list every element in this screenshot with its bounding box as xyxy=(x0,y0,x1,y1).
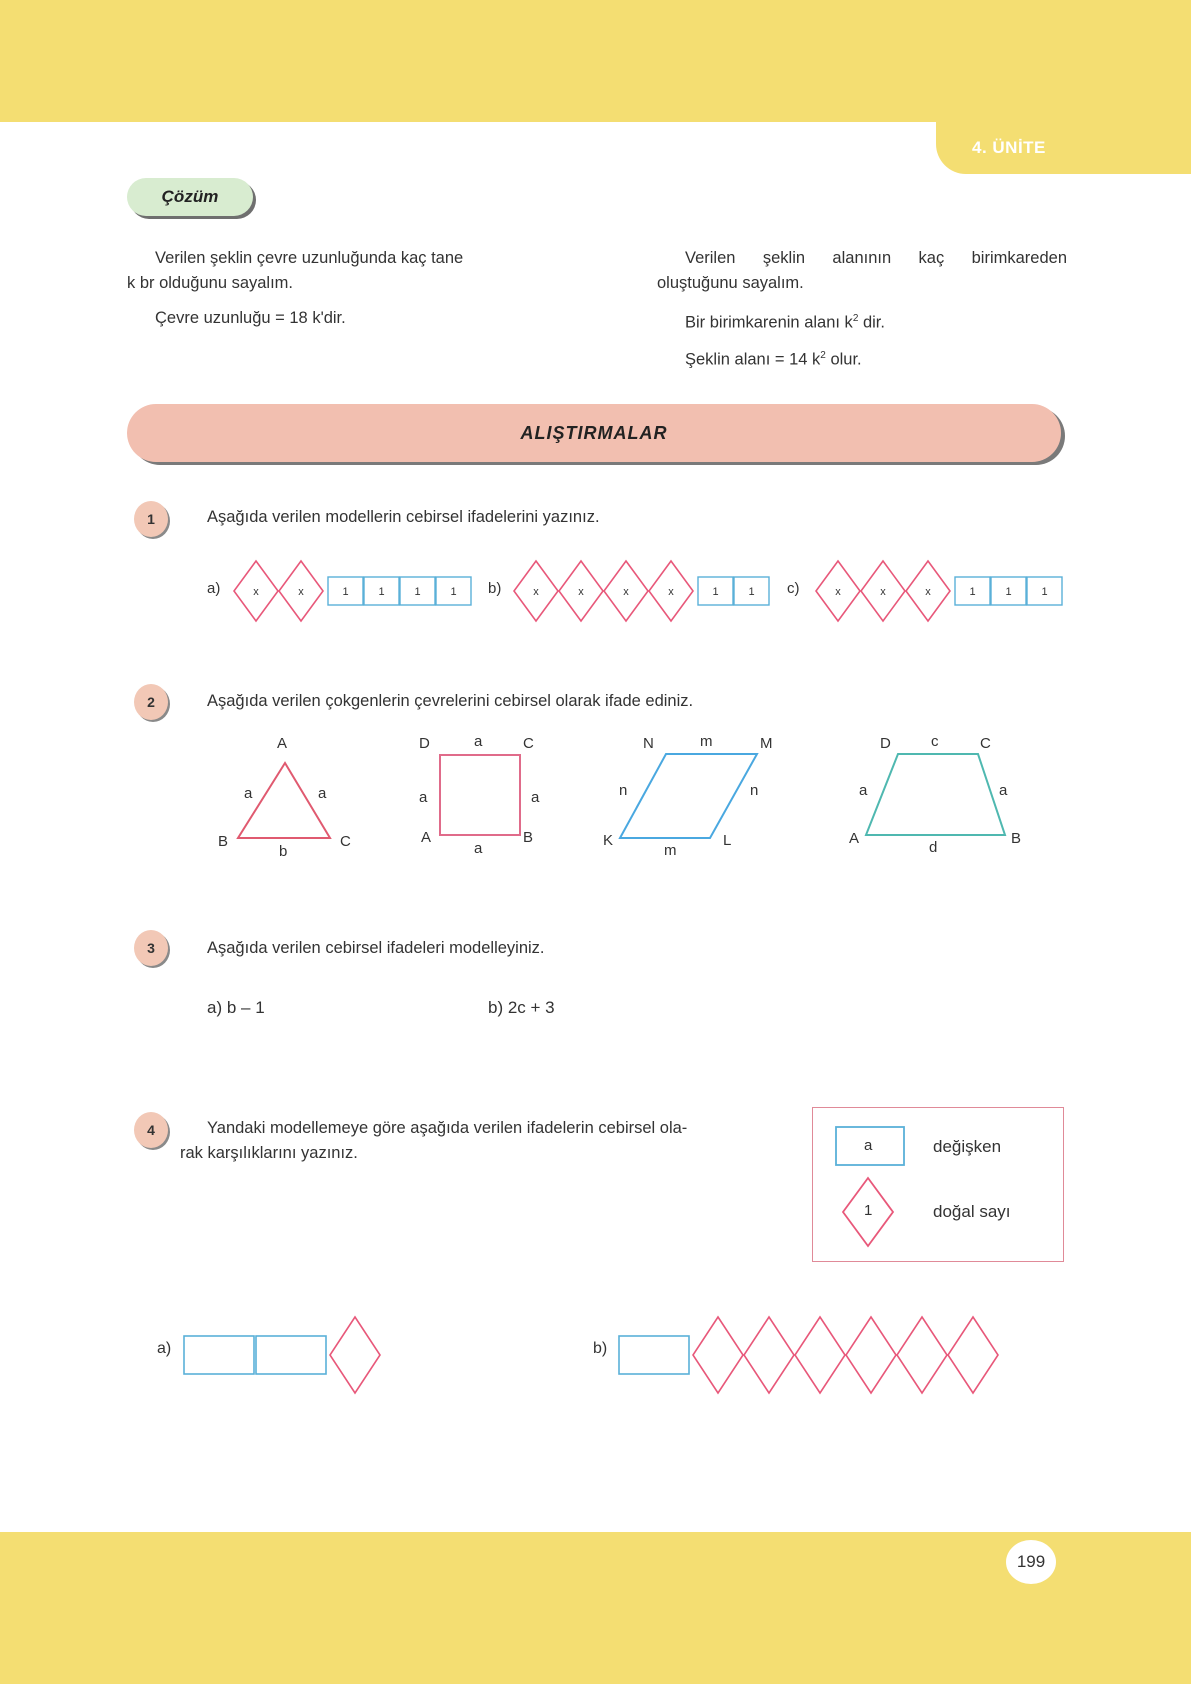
tri-vertex-b: B xyxy=(218,833,229,850)
ex4-variable-box xyxy=(619,1336,689,1374)
ex3-a: a) b – 1 xyxy=(207,998,265,1017)
tri-vertex-c: C xyxy=(340,833,351,850)
par-vertex-m: M xyxy=(760,735,773,752)
sq-vertex-b: B xyxy=(523,829,534,846)
x-diamond-label: x xyxy=(835,586,841,598)
sq-side-bottom: a xyxy=(474,840,483,857)
exercise-3-text: Aşağıda verilen cebirsel ifadeleri modelleyiniz. xyxy=(207,939,545,957)
par-vertex-l: L xyxy=(723,832,732,849)
solution-right-line1: Verilen şeklin alanının kaç birimkareden xyxy=(685,249,1067,267)
unit-box-label: 1 xyxy=(342,586,349,598)
trap-vertex-a: A xyxy=(849,830,860,847)
ex3-b: b) 2c + 3 xyxy=(488,998,555,1017)
solution-left-line1: Verilen şeklin çevre uzunluğunda kaç tane xyxy=(155,249,464,267)
unit-box-label: 1 xyxy=(712,586,719,598)
par-side-bottom: m xyxy=(664,842,677,859)
exercise-2-text: Aşağıda verilen çokgenlerin çevrelerini cebirsel olarak ifade ediniz. xyxy=(207,692,694,710)
solution-left-result: Çevre uzunluğu = 18 k'dir. xyxy=(155,309,346,327)
ex1-c-label: c) xyxy=(787,580,800,597)
unit-box-label: 1 xyxy=(969,586,976,598)
tri-side-left: a xyxy=(244,785,253,802)
trap-side-right: a xyxy=(999,782,1008,799)
exercise-number-1: 1 xyxy=(134,501,168,537)
trap-side-bottom: d xyxy=(929,839,938,856)
sq-side-top: a xyxy=(474,733,483,750)
x-diamond-label: x xyxy=(668,586,674,598)
exercise-number-2: 2 xyxy=(134,684,168,720)
x-diamond-label: x xyxy=(533,586,539,598)
sq-side-right: a xyxy=(531,789,540,806)
ex4-b-label: b) xyxy=(593,1340,608,1357)
solution-right-unit-area: Bir birimkarenin alanı $k^2$ dir. xyxy=(685,313,885,332)
ex4-variable-box xyxy=(256,1336,326,1374)
par-side-right: n xyxy=(750,782,759,799)
x-diamond-label: x xyxy=(623,586,629,598)
ex4-natural-diamond xyxy=(795,1317,845,1393)
ex4-a-label: a) xyxy=(157,1340,172,1357)
tri-side-right: a xyxy=(318,785,327,802)
exercise-number-4: 4 xyxy=(134,1112,168,1148)
solution-label: Çözüm xyxy=(127,178,253,216)
exercises-banner: ALIŞTIRMALAR xyxy=(127,404,1061,462)
ex4-variable-box xyxy=(184,1336,254,1374)
ex1-a-label: a) xyxy=(207,580,221,597)
exercise-4-line1: Yandaki modellemeye göre aşağıda verilen ifadelerin cebirsel ola- xyxy=(207,1119,688,1137)
exercise-number-3: 3 xyxy=(134,930,168,966)
unit-box-label: 1 xyxy=(378,586,385,598)
exercise-1-text: Aşağıda verilen modellerin cebirsel ifadelerini yazınız. xyxy=(207,508,600,526)
solution-right-area: Şeklin alanı = 14 $k^2$ olur. xyxy=(685,349,862,368)
ex1-b-label: b) xyxy=(488,580,502,597)
unit-box-label: 1 xyxy=(414,586,421,598)
unit-box-label: 1 xyxy=(1041,586,1048,598)
trap-side-top: c xyxy=(931,733,939,750)
legend-natural-symbol: 1 xyxy=(864,1202,873,1219)
legend-variable-symbol: a xyxy=(864,1137,873,1154)
x-diamond-label: x xyxy=(578,586,584,598)
x-diamond-label: x xyxy=(925,586,931,598)
unit-box-label: 1 xyxy=(748,586,755,598)
trap-vertex-c: C xyxy=(980,735,991,752)
unit-box-label: 1 xyxy=(1005,586,1012,598)
x-diamond-label: x xyxy=(253,586,259,598)
sq-vertex-c: C xyxy=(523,735,534,752)
par-vertex-n: N xyxy=(643,735,654,752)
unit-box-label: 1 xyxy=(450,586,457,598)
par-side-top: m xyxy=(700,733,713,750)
ex4-natural-diamond xyxy=(693,1317,743,1393)
par-side-left: n xyxy=(619,782,628,799)
ex4-natural-diamond xyxy=(948,1317,998,1393)
trap-vertex-b: B xyxy=(1011,830,1022,847)
tri-side-bottom: b xyxy=(279,843,288,860)
ex4-natural-diamond xyxy=(846,1317,896,1393)
unit-label: 4. ÜNİTE xyxy=(972,138,1046,157)
sq-side-left: a xyxy=(419,789,428,806)
page-number: 199 xyxy=(1006,1540,1056,1584)
x-diamond-label: x xyxy=(880,586,886,598)
trap-vertex-d: D xyxy=(880,735,891,752)
solution-right-line2: oluştuğunu sayalım. xyxy=(657,274,804,292)
legend-variable-label: değişken xyxy=(933,1137,1002,1156)
exercise-4-line2: rak karşılıklarını yazınız. xyxy=(180,1144,358,1162)
sq-vertex-a: A xyxy=(421,829,432,846)
ex4-natural-diamond xyxy=(744,1317,794,1393)
ex4-natural-diamond xyxy=(897,1317,947,1393)
tri-vertex-a: A xyxy=(277,735,288,752)
sq-vertex-d: D xyxy=(419,735,430,752)
trap-side-left: a xyxy=(859,782,868,799)
ex4-natural-diamond xyxy=(330,1317,380,1393)
x-diamond-label: x xyxy=(298,586,304,598)
solution-left-line2: k br olduğunu sayalım. xyxy=(127,274,294,292)
legend-natural-label: doğal sayı xyxy=(933,1202,1011,1221)
par-vertex-k: K xyxy=(603,832,614,849)
